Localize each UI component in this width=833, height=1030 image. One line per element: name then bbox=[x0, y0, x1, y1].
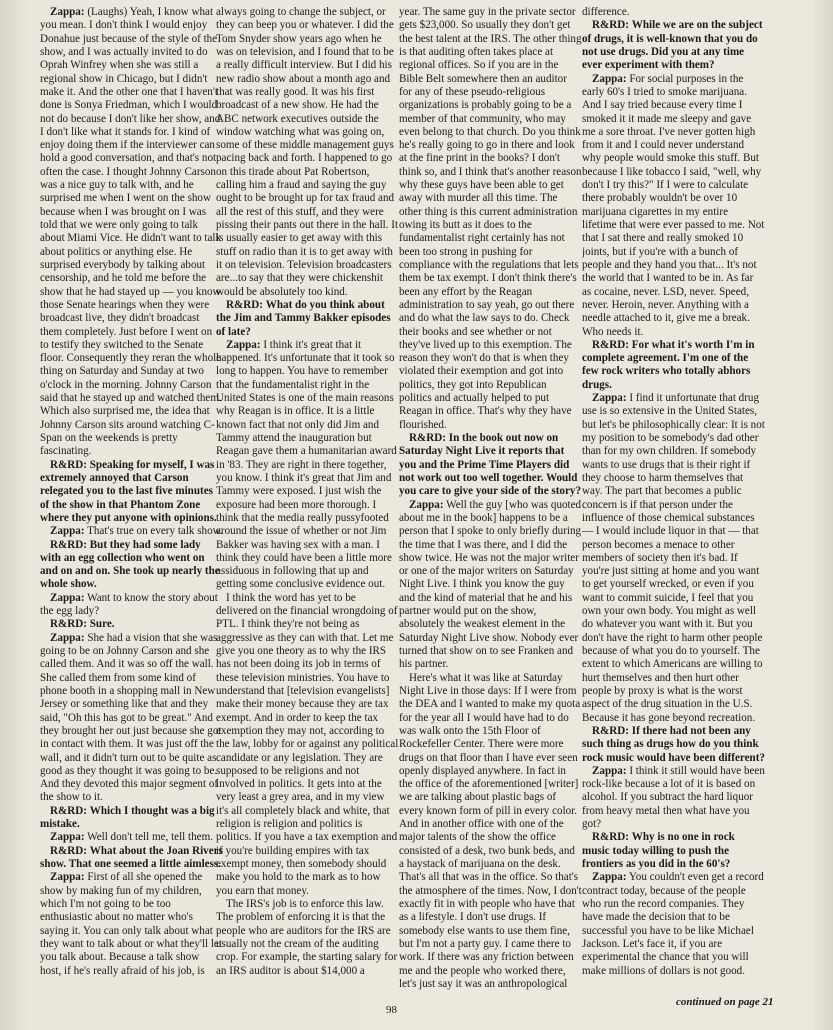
speaker-label: R&RD: bbox=[50, 538, 87, 551]
answer-text: difference. bbox=[582, 6, 630, 18]
paragraph bbox=[40, 805, 223, 832]
paragraph bbox=[40, 6, 223, 459]
speaker-label: Zappa: bbox=[50, 831, 85, 844]
answer-text: Well don't tell me, tell them. bbox=[87, 831, 213, 844]
speaker-label: Zappa: bbox=[592, 392, 627, 405]
paragraph bbox=[216, 898, 399, 978]
answer-text: year. The same guy in the private sector gets $23,000. So usually they don't get the best talent at the IRS. The other thing is that auditing often takes place at regional offices. So if you are in the Bible Belt somewhere then an auditor for any of these pseudo-religious organizations is probably going to be a member of that community, who may even belong to that church. Do you think he's really going to go in there and look at the fine print in the books? I don't think so, and I think that's another reason why these guys have been able to get away with murder all this time. The other thing is this current administration owing its butt as it does to the fundamentalist right certainly has not been too strong in pushing for compliance with the regulations that lets them be tax exempt. I don't think there's been any effort by the Reagan administration to say yeah, go out there and do what the law says to do. Check their books and see whether or not they've lived up to this exemption. The reason they won't do that is when they violated their exemption and got into politics, they got into Republican politics and actually helped to put Reagan in office. That's why they have flourished. bbox=[399, 6, 582, 431]
paragraph bbox=[216, 592, 399, 898]
speaker-label: R&RD: bbox=[50, 844, 87, 857]
answer-text: (Laughs) Yeah, I know what you mean. I don't think I would enjoy Donahue just because of the style of the show, and I was actually invited to do Oprah Winfrey when she was still a regional show in Chicago, but I didn't make it. And the other one that I haven't done is Sonya Friedman, which I would not do because I don't like her show, and I don't like what it stands for. I kind of enjoy doing them if the interviewer can hold a good conversation, and that's not often the case. I thought Johnny Carson was a nice guy to talk with, and he surprised me when I went on the show because when I was brought on I was told that we were only going to talk about Miami Vice. He didn't want to talk about politics or anything else. He surprised everybody by talking about censorship, and he told me before the show that he had stayed up — you know those Senate hearings when they were broadcast live, they didn't broadcast them completely. Just before I went on to testify they switched to the Senate floor. Consequently they reran the whole thing on Saturday and Sunday at two o'clock in the morning. Johnny Carson said that he stayed up and watched them. Which also surprised me, the idea that Johnny Carson sits around watching C-Span on the weekends is pretty fascinating. bbox=[40, 6, 222, 458]
paragraph bbox=[399, 672, 582, 992]
answer-text: That's true on every talk show. bbox=[87, 525, 223, 538]
speaker-label: R&RD: bbox=[409, 432, 446, 444]
paragraph bbox=[216, 339, 399, 592]
paragraph bbox=[40, 539, 223, 592]
paragraph bbox=[582, 6, 765, 19]
speaker-label: Zappa: bbox=[592, 72, 627, 85]
paragraph bbox=[40, 831, 223, 844]
answer-text: First of all she opened the show by making fun of my children, which I'm not going to be too enthusiastic about no matter who's saying it. You can only talk about what they want to talk about or what they'll let you talk about. Because a talk show host, if he's really afraid of his job, is bbox=[40, 871, 222, 977]
paragraph bbox=[582, 765, 765, 832]
paragraph bbox=[216, 6, 399, 299]
speaker-label: R&RD: bbox=[592, 724, 629, 737]
question-text: What about the Joan Rivers show. That one seemed a little aimless. bbox=[40, 844, 223, 870]
speaker-label: R&RD: bbox=[50, 458, 87, 471]
speaker-label: Zappa: bbox=[50, 591, 85, 604]
speaker-label: R&RD: bbox=[50, 804, 87, 817]
answer-text: Here's what it was like at Saturday Night Live in those days: If I were from the DEA and I wanted to make my quota for the year all I would have had to do was walk onto the 15th Floor of Rockefeller Center. There were more drugs on that floor than I have ever seen openly displayed anywhere. In fact in the office of the aforementioned [writer] we are talking about plastic bags of every known form of pill in every color. And in another office with one of the major talents of the show the office consisted of a desk, two bunk beds, and a haystack of marijuana on the desk. That's all that was in the office. So that's the atmosphere of the times. Now, I don't exactly fit in with people who have that as a lifestyle. I don't use drugs. If somebody else wants to use them fine, but I'm not a party guy. I came there to work. If there was any friction between me and the people who worked there, let's just say it was an anthropological bbox=[399, 671, 582, 990]
answer-text: I think the word has yet to be delivered on the financial wrongdoing of PTL. I think they're not being as aggressive as they can with that. Let me give you one theory as to why the IRS has not been doing its job in terms of these television ministries. You have to understand that [television evangelists] make their money because they are tax exempt. And in order to keep the tax exemption they may not, according to the law, lobby for or against any political candidate or any legislation. They are supposed to be religions and not involved in politics. It gets into at the very least a grey area, and in my view it's all completely black and white, that religion is religion and politics is politics. If you have a tax exemption and if you're building empires with tax exempt money, then somebody should make you hold to the mark as to how you earn that money. bbox=[216, 591, 399, 897]
column-2 bbox=[216, 6, 399, 1016]
answer-text: always going to change the subject, or they can beep you or whatever. I did the Tom Snyder show years ago when he was on television, and I found that to be a really difficult interview. But I did his new radio show about a month ago and that was really good. It was his first broadcast of a new show. He had the ABC network executives outside the window watching what was going on, some of these middle management guys pacing back and forth. I happened to go on this tirade about Pat Robertson, calling him a fraud and saying the guy ought to be brought up for tax fraud and all the rest of this stuff, and they were pissing their pants out there in the hall. It is usually easier to get away with this stuff on radio than it is to get away with it on television. Television broadcasters are...to say that they were chickenshit would be absolutely too kind. bbox=[216, 6, 399, 298]
paragraph bbox=[399, 432, 582, 499]
answer-text: I think it's great that it happened. It's unfortunate that it took so long to happen. You have to remember that the fundamentalist right in the United States is one of the main reasons why Reagan is in office. It is a little known fact that not only did Jim and Tammy attend the inauguration but Reagan gave them a humanitarian award in '83. They are right in there together, you know. I think it's great that Jim and Tammy were exposed. I just wish the exposure had been more thorough. I think that the media really pussyfooted around the issue of whether or not Jim Bakker was having sex with a man. I think they could have been a little more assiduous in following that up and getting some conclusive evidence out. bbox=[216, 338, 397, 591]
speaker-label: R&RD: bbox=[50, 618, 87, 631]
answer-text: Well the guy [who was quoted about me in the book] happens to be a person that I spoke to only briefly during the time that I was there, and I did the show twice. He was not the major writer or one of the major writers on Saturday Night Live. I think you know the guy and the kind of material that he and his partner would put on the show, absolutely the weakest element in the Saturday Night Live show. Nobody ever turned that show on to see Franken and his partner. bbox=[399, 498, 582, 671]
paragraph bbox=[40, 845, 223, 872]
answer-text: I think it still would have been rock-like because a lot of it is based on alcohol. If you subtract the hard liquor from heavy metal then what have you got? bbox=[582, 764, 765, 831]
column-3 bbox=[399, 6, 582, 1016]
paragraph bbox=[399, 6, 582, 432]
answer-text: She had a vision that she was going to be on Johnny Carson and she called them. And it was so off the wall. She called them from some kind of phone booth in a shopping mall in New Jersey or something like that and they said, "Oh this has got to be great." And they brought her out just because she got in contact with them. It was just off the wall, and it didn't turn out to be quite as good as they thought it was going to be. And they devoted this major segment of the show to it. bbox=[40, 631, 222, 804]
paragraph bbox=[216, 299, 399, 339]
question-text: Speaking for myself, I was extremely annoyed that Carson relegated you to the last five minutes of the show in that Phantom Zone where they put anyone with opinions. bbox=[40, 458, 217, 524]
answer-text: I find it unfortunate that drug use is so extensive in the United States, but let's be philosophically clear: It is not my position to be somebody's dad other than for my own children. If somebody wants to use drugs that is their right if they choose to harm themselves that way. The part that becomes a public concern is if that person under the influence of those chemical substances — I would include liquor in that — that person becomes a menace to other members of society then it's bad. If you're just sitting at home and you want to get yourself wrecked, or even if you want to commit suicide, I feel that you own your own body. You might as well do whatever you want with it. But you don't have the right to harm other people because of what you do to yourself. The extent to which Americans are willing to hurt themselves and then hurt other people by proxy is what is the worst aspect of the drug situation in the U.S. Because it has gone beyond recreation. bbox=[582, 392, 765, 724]
paragraph bbox=[582, 871, 765, 978]
speaker-label: Zappa: bbox=[50, 871, 85, 884]
question-text: While we are on the subject of drugs, it is well-known that you do not use drugs. Did you at any time ever experiment with them? bbox=[582, 19, 763, 72]
speaker-label: Zappa: bbox=[409, 498, 444, 511]
column-1 bbox=[40, 6, 223, 1016]
speaker-label: Zappa: bbox=[592, 871, 627, 884]
paragraph bbox=[40, 592, 223, 619]
answer-text: The IRS's job is to enforce this law. The problem of enforcing it is that the people who are auditors for the IRS are usually not the cream of the auditing crop. For example, the starting salary for an IRS auditor is about $14,000 a bbox=[216, 897, 398, 977]
question-text: Which I thought was a big mistake. bbox=[40, 804, 215, 831]
continued-note: continued on page 21 bbox=[676, 996, 774, 1008]
paragraph bbox=[399, 499, 582, 672]
speaker-label: Zappa: bbox=[50, 631, 85, 644]
answer-text: Want to know the story about the egg lady? bbox=[40, 591, 218, 618]
question-text: Sure. bbox=[89, 618, 115, 631]
paragraph bbox=[40, 459, 223, 526]
column-4 bbox=[582, 6, 765, 1016]
paragraph bbox=[40, 618, 223, 631]
paragraph bbox=[582, 73, 765, 339]
question-text: If there had not been any such thing as drugs how do you think rock music would have been different? bbox=[582, 724, 765, 764]
question-text: But they had some lady with an egg collection who went on and on and on. She took up nearly the whole show. bbox=[40, 538, 220, 591]
paragraph bbox=[40, 525, 223, 538]
paragraph bbox=[40, 632, 223, 805]
speaker-label: Zappa: bbox=[50, 525, 85, 538]
paragraph bbox=[40, 871, 223, 978]
speaker-label: R&RD: bbox=[592, 19, 629, 32]
question-text: For what it's worth I'm in complete agreement. I'm one of the few rock writers who totally abhors drugs. bbox=[582, 338, 755, 391]
page-number: 98 bbox=[386, 1004, 397, 1016]
speaker-label: Zappa: bbox=[226, 338, 261, 351]
answer-text: You couldn't even get a record contract today, because of the people who run the record companies. They have made the decision that to be successful you have to be like Michael Jackson. Let's face it, if you are experimental the chance that you will make millions of dollars is not good. bbox=[582, 871, 764, 977]
question-text: Why is no one in rock music today willing to push the frontiers as you did in the 60's? bbox=[582, 831, 735, 870]
paragraph bbox=[582, 339, 765, 392]
answer-text: For social purposes in the early 60's I tried to smoke marijuana. And I say tried because every time I smoked it it made me sleepy and gave me a sore throat. I've never gotten high from it and I could never understand why people would smoke this stuff. But because I like tobacco I said, "well, why don't I try this?" If I were to calculate there probably wouldn't be over 10 marijuana cigarettes in my entire lifetime that were ever passed to me. Not that I sat there and really smoked 10 joints, but if you're with a bunch of people and they hand you that... It's not the world that I wanted to be in. As far as cocaine, never. LSD, never. Speed, never. Heroin, never. Anything with a needle attached to it, give me a break. Who needs it. bbox=[582, 72, 765, 338]
paragraph bbox=[582, 725, 765, 765]
question-text: What do you think about the Jim and Tammy Bakker episodes of late? bbox=[216, 298, 391, 338]
speaker-label: R&RD: bbox=[226, 298, 263, 311]
paragraph bbox=[582, 19, 765, 72]
speaker-label: Zappa: bbox=[50, 6, 85, 18]
speaker-label: Zappa: bbox=[592, 764, 627, 777]
question-text: In the book out now on Saturday Night Live it reports that you and the Prime Time Players did not work out too well together. Would you care to give your side of the story? bbox=[399, 432, 581, 498]
speaker-label: R&RD: bbox=[592, 338, 629, 351]
paragraph bbox=[582, 831, 765, 871]
speaker-label: R&RD: bbox=[592, 831, 629, 844]
paragraph bbox=[582, 392, 765, 725]
